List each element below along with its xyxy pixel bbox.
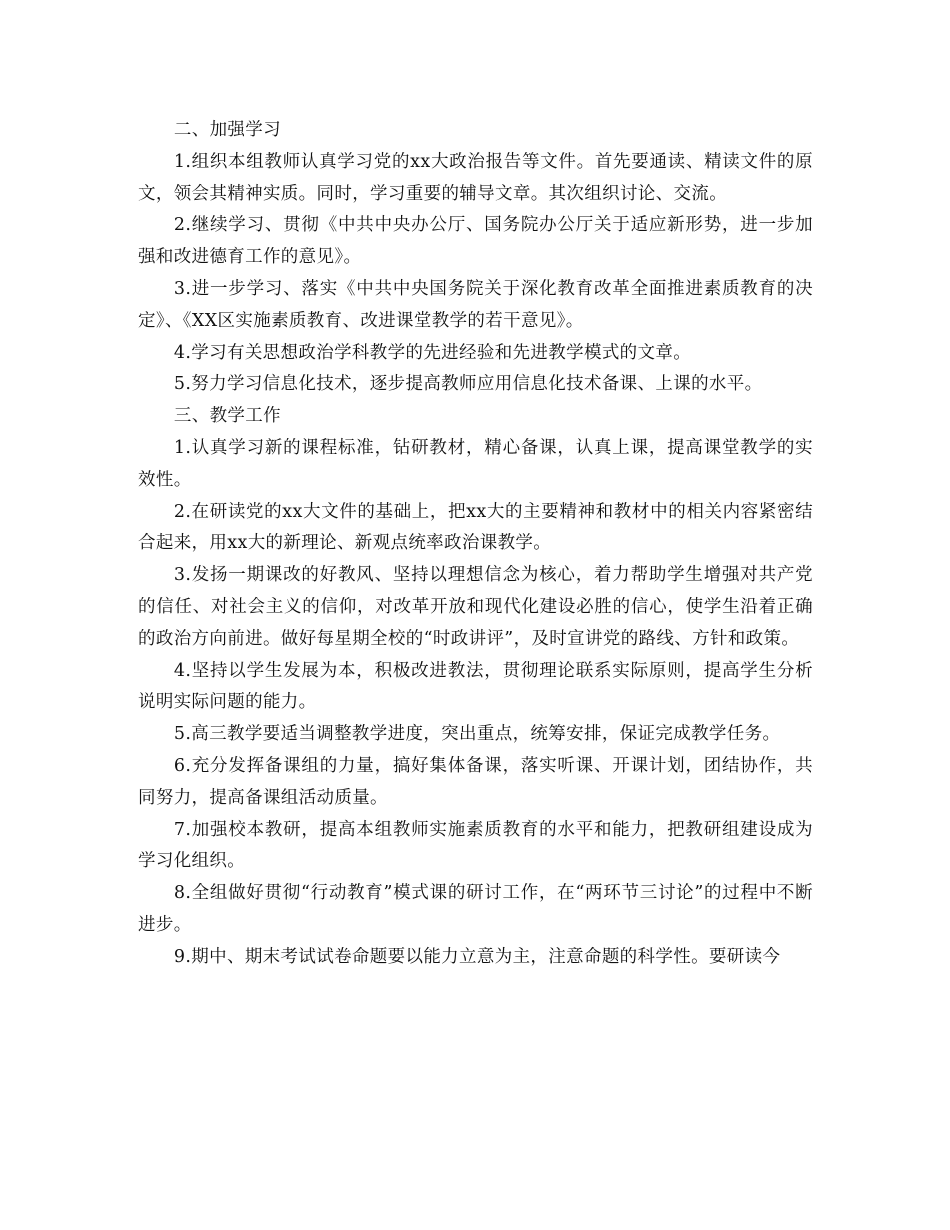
study-item-3: 3.进一步学习、落实《中共中央国务院关于深化教育改革全面推进素质教育的决定》、《XX区实施素质教育、改进课堂教学的若干意见》。 (138, 278, 813, 331)
teaching-item-7: 7.加强校本教研，提高本组教师实施素质教育的水平和能力，把教研组建设成为学习化组织。 (138, 819, 813, 872)
teaching-item-1: 1.认真学习新的课程标准，钻研教材，精心备课，认真上课，提高课堂教学的实效性。 (138, 437, 813, 490)
section-heading-strengthen-study: 二、加强学习 (173, 120, 281, 140)
teaching-item-5: 5.高三教学要适当调整教学进度，突出重点，统筹安排，保证完成教学任务。 (173, 724, 781, 745)
teaching-item-3: 3.发扬一期课改的好教风、坚持以理想信念为核心，着力帮助学生增强对共产党的信任、对社会主义的信仰，对改革开放和现代化建设必胜的信心，使学生沿着正确的政治方向前进。做好每星期全校的“时政讲评”，及时宣讲党的路线、方针和政策。 (138, 565, 813, 649)
teaching-item-8: 8.全组做好贯彻“行动教育”模式课的研讨工作，在“两环节三讨论”的过程中不断进步。 (138, 883, 813, 935)
teaching-item-6: 6.充分发挥备课组的力量，搞好集体备课，落实听课、开课计划，团结协作，共同努力，提高备课组活动质量。 (138, 755, 813, 808)
section-heading-teaching-work: 三、教学工作 (173, 406, 281, 427)
document-body (138, 115, 813, 974)
study-item-4: 4.学习有关思想政治学科教学的先进经验和先进教学模式的文章。 (173, 342, 692, 363)
study-item-1: 1.组织本组教师认真学习党的xx大政治报告等文件。首先要通读、精读文件的原文，领会其精神实质。同时，学习重要的辅导文章。其次组织讨论、交流。 (138, 151, 813, 204)
teaching-item-2: 2.在研读党的xx大文件的基础上，把xx大的主要精神和教材中的相关内容紧密结合起来，用xx大的新理论、新观点统率政治课教学。 (138, 501, 813, 554)
study-item-2: 2.继续学习、贯彻《中共中央办公厅、国务院办公厅关于适应新形势，进一步加强和改进德育工作的意见》。 (138, 215, 813, 268)
teaching-item-9: 9.期中、期末考试试卷命题要以能力立意为主，注意命题的科学性。要研读今 (173, 946, 781, 967)
study-item-5: 5.努力学习信息化技术，逐步提高教师应用信息化技术备课、上课的水平。 (173, 374, 763, 395)
teaching-item-4: 4.坚持以学生发展为本，积极改进教法，贯彻理论联系实际原则，提高学生分析说明实际问题的能力。 (138, 660, 813, 713)
